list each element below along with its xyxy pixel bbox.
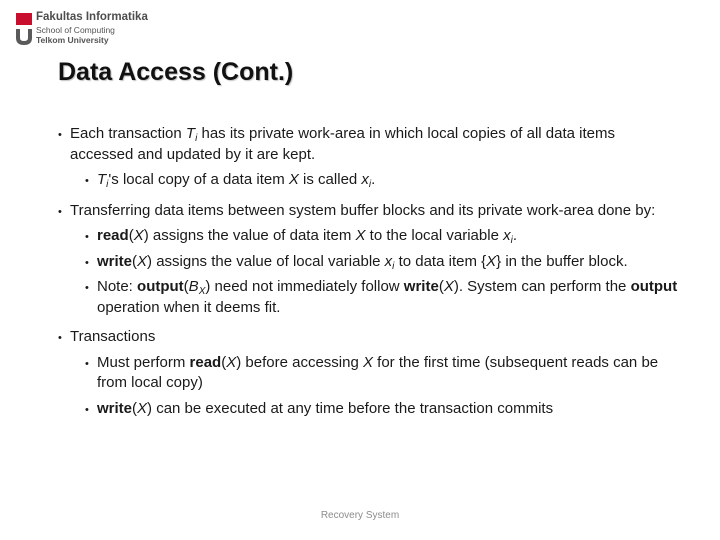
text: for the first time (subsequent reads can be from local copy): [97, 353, 659, 391]
var-xi: x: [503, 227, 511, 244]
sub-var-x: X: [288, 171, 299, 188]
bullet-dot-icon: •: [85, 403, 89, 416]
fn-read: read: [189, 353, 222, 371]
paren: (: [132, 399, 138, 417]
sub-ti-sub: i: [106, 179, 109, 190]
var-x: X: [137, 252, 148, 270]
slide-title: Data Access (Cont.): [58, 58, 294, 86]
bullet-dot-icon: •: [85, 357, 89, 370]
text: Must perform: [97, 353, 190, 371]
logo-university-name: Telkom University: [36, 35, 109, 45]
var-xi-sub: i: [392, 260, 395, 272]
paren: (: [128, 227, 134, 244]
var-xi-sub: i: [510, 235, 513, 246]
bullet-1-pre: Each transaction: [70, 125, 186, 142]
bullet-3-sub-1: [58, 353, 678, 394]
logo-school-name: School of Computing: [36, 24, 115, 35]
bullet-1: [58, 124, 678, 165]
sub-text-b: is called: [298, 171, 362, 188]
sub-var-xi: x: [361, 171, 369, 188]
sub-text-a: 's local copy of a data item: [108, 171, 289, 188]
paren: (: [132, 252, 138, 270]
sub-text-c: .: [371, 171, 376, 188]
var-b-sub: X: [198, 286, 206, 297]
telkom-logo-icon: [14, 12, 34, 46]
text: operation when it deems fit.: [97, 298, 281, 316]
fn-write: write: [403, 278, 439, 295]
text: ) before accessing: [236, 353, 363, 371]
bullet-dot-icon: •: [85, 175, 89, 187]
bullet-2-sub-3: [58, 277, 678, 318]
slide-footer: Recovery System: [320, 510, 400, 521]
bullet-2-sub-1: [58, 226, 678, 247]
bullet-dot-icon: •: [85, 282, 89, 294]
var-x: X: [137, 399, 148, 417]
bullet-1-post: has its private work-area in which local copies of all data items accessed and updated by it are kept.: [70, 125, 615, 163]
var-x: X: [486, 252, 497, 270]
bullet-dot-icon: •: [58, 205, 62, 218]
bullet-2-sub-2: [58, 252, 678, 273]
bullet-2: [58, 201, 678, 222]
text: ). System can perform the: [453, 278, 631, 295]
text: to data item {: [394, 252, 487, 270]
bullet-2-text: Transferring data items between system buffer blocks and its private work-area done by:: [70, 201, 656, 219]
slide-content: [58, 124, 678, 419]
bullet-dot-icon: •: [85, 231, 89, 243]
var-xi: x: [384, 252, 393, 270]
paren: (: [438, 278, 444, 295]
bullet-1-ti-sub: i: [195, 133, 198, 144]
bullet-dot-icon: •: [85, 256, 89, 269]
fn-output: output: [630, 278, 678, 295]
text: ) assigns the value of local variable: [147, 252, 385, 270]
sub-ti: T: [97, 171, 107, 188]
text: to the local variable: [365, 227, 504, 244]
bullet-dot-icon: •: [58, 332, 62, 344]
paren: (: [221, 353, 227, 371]
text: .: [512, 227, 517, 244]
fn-write: write: [97, 252, 133, 270]
var-b: B: [188, 278, 199, 295]
paren: (: [183, 278, 189, 295]
bullet-1-sub-1: [58, 170, 678, 191]
var-x: X: [133, 227, 144, 244]
text: ) assigns the value of data item: [143, 227, 356, 244]
sub-var-xi-sub: i: [368, 179, 372, 190]
bullet-3-sub-2: [58, 399, 678, 420]
bullet-3-text: Transactions: [70, 328, 156, 345]
fn-read: read: [97, 227, 129, 244]
var-x: X: [355, 227, 366, 244]
fn-output: output: [137, 278, 184, 295]
var-x: X: [362, 353, 373, 371]
bullet-dot-icon: •: [58, 129, 62, 141]
fn-write: write: [97, 399, 133, 417]
var-x: X: [443, 278, 454, 295]
text: ) need not immediately follow: [205, 278, 404, 295]
text: Note:: [97, 278, 138, 295]
var-x: X: [226, 353, 237, 371]
bullet-3: [58, 327, 678, 348]
logo-faculty-name: Fakultas Informatika: [36, 11, 148, 23]
bullet-1-ti: T: [185, 125, 196, 142]
text: ) can be executed at any time before the transaction commits: [147, 399, 554, 417]
text: } in the buffer block.: [496, 252, 628, 270]
faculty-logo: [14, 12, 184, 48]
